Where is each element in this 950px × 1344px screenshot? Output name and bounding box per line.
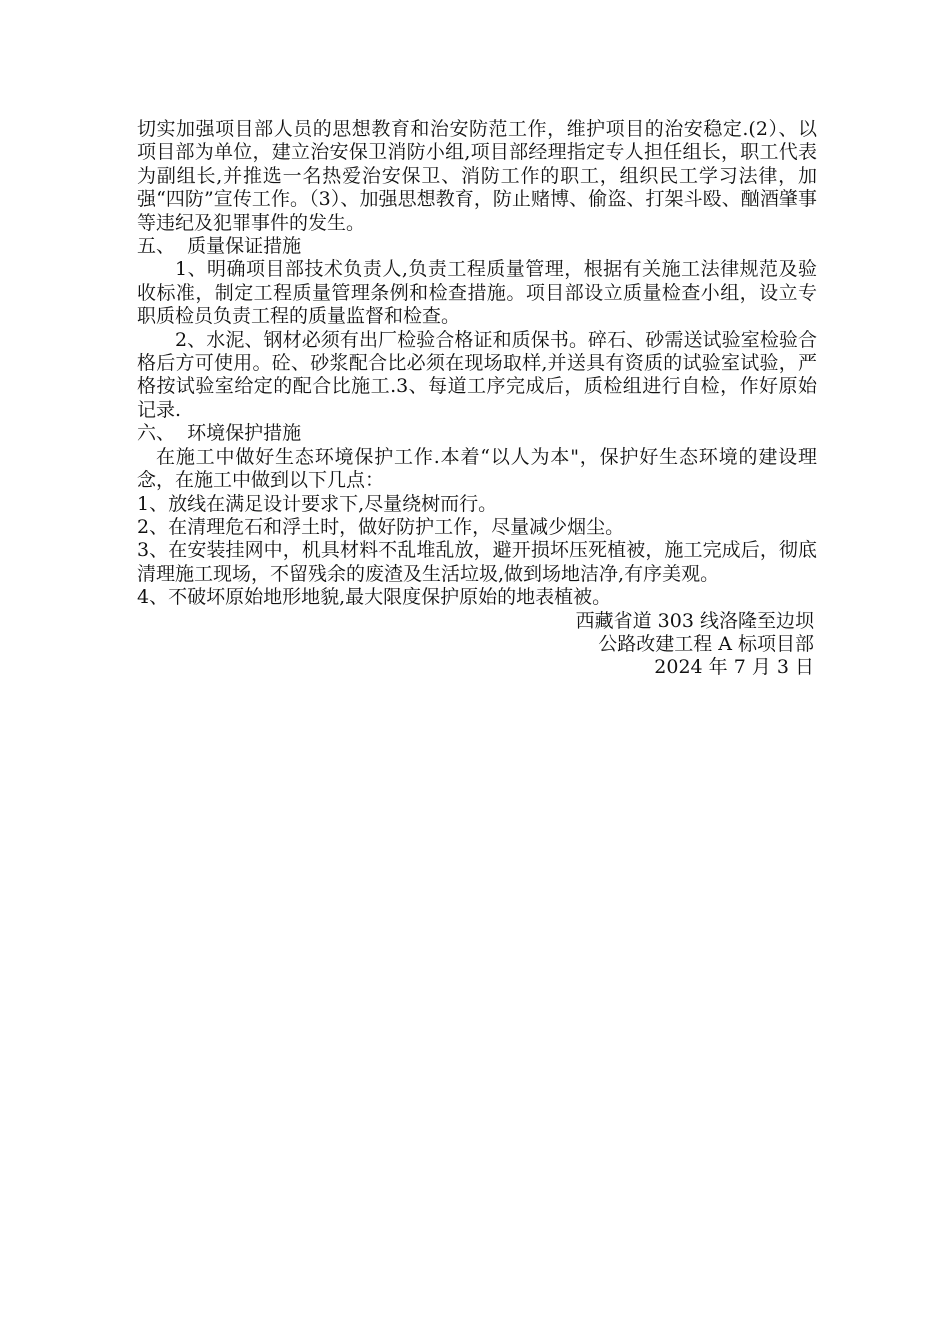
environment-item-1: 1、放线在满足设计要求下,尽量绕树而行。: [137, 492, 498, 515]
quality-item-1: 1、明确项目部技术负责人,负责工程质量管理，根据有关施工法律规范及验收标准，制定工程质量管理条例和检查措施。项目部设立质量检查小组，设立专职质检员负责工程的质量监督和检查。: [137, 258, 817, 328]
section-heading-environment: 六、 环境保护措施: [137, 422, 302, 445]
signature-date: 2024 年 7 月 3 日: [654, 656, 814, 679]
section-heading-quality: 五、 质量保证措施: [137, 235, 302, 258]
environment-item-2: 2、在清理危石和浮土时，做好防护工作，尽量减少烟尘。: [137, 515, 625, 538]
document-page: [137, 118, 817, 680]
security-paragraph: 切实加强项目部人员的思想教育和治安防范工作，维护项目的治安稳定.(2）、以项目部为单位，建立治安保卫消防小组,项目部经理指定专人担任组长，职工代表为副组长,并推选一名热爱治安保卫、消防工作的职工，组织民工学习法律，加强“四防”宣传工作。（3）、加强思想教育，防止赌博、偷盗、打架斗殴、酗酒肇事等违纪及犯罪事件的发生。: [137, 118, 817, 234]
signature-org-line-1: 西藏省道 303 线洛隆至边坝: [575, 609, 814, 632]
environment-item-4: 4、不破坏原始地形地貌,最大限度保护原始的地表植被。: [137, 586, 612, 609]
quality-item-2: 2、水泥、钢材必须有出厂检验合格证和质保书。碎石、砂需送试验室检验合格后方可使用。砼、砂浆配合比必须在现场取样,并送具有资质的试验室试验，严格按试验室给定的配合比施工.3、每道工序完成后，质检组进行自检，作好原始记录.: [137, 328, 817, 421]
environment-intro: 在施工中做好生态环境保护工作.本着“以人为本"，保护好生态环境的建设理念，在施工中做到以下几点：: [137, 445, 817, 492]
signature-org-line-2: 公路改建工程 A 标项目部: [598, 632, 814, 655]
environment-item-3: 3、在安装挂网中，机具材料不乱堆乱放，避开损坏压死植被，施工完成后，彻底清理施工现场，不留残余的废渣及生活垃圾,做到场地洁净,有序美观。: [137, 539, 817, 585]
